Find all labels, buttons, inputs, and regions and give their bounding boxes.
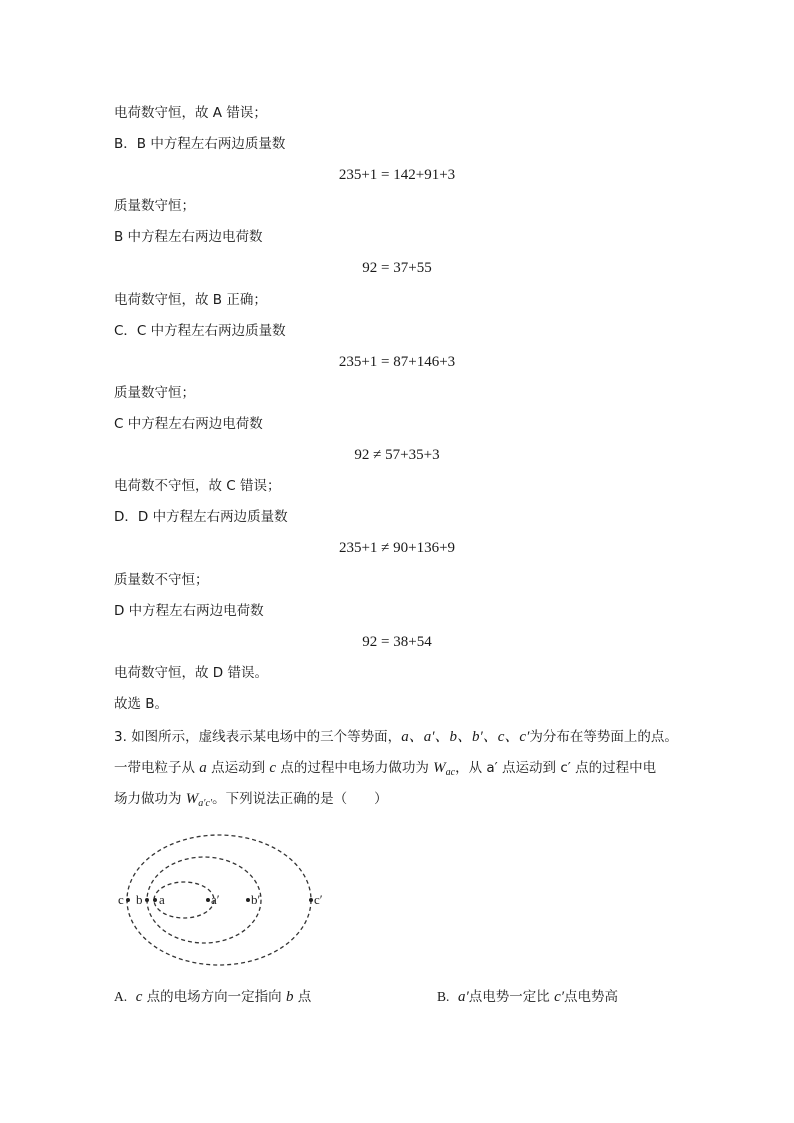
work-subscript: a′c′ xyxy=(198,798,213,809)
text-line: C．C 中方程左右两边质量数 xyxy=(114,323,286,339)
work-subscript: ac xyxy=(445,767,456,778)
question-text: 场力做功为 xyxy=(114,791,186,807)
point-c xyxy=(126,898,130,902)
text-line: D 中方程左右两边电荷数 xyxy=(114,603,264,619)
equation: 235+1 ≠ 90+136+9 xyxy=(338,540,456,556)
question-number: 3. xyxy=(114,729,127,745)
label-a: a xyxy=(159,892,165,907)
label-c-prime: c′ xyxy=(314,892,323,907)
option-label: A. xyxy=(114,989,128,1004)
equation: 92 ≠ 57+35+3 xyxy=(354,447,440,463)
point-a xyxy=(153,898,157,902)
label-c: c xyxy=(118,892,124,907)
equation: 235+1 = 142+91+3 xyxy=(338,167,456,183)
option-var: c′ xyxy=(554,989,565,1005)
option-var: b xyxy=(285,989,294,1005)
label-a-prime: a′ xyxy=(211,892,220,907)
option-b[interactable] xyxy=(437,987,618,1007)
question-line xyxy=(114,727,678,747)
text-line: 电荷数守恒，故 D 错误。 xyxy=(114,665,268,681)
equation: 92 = 38+54 xyxy=(362,634,432,650)
equation: 235+1 = 87+146+3 xyxy=(338,354,456,370)
equation: 92 = 37+55 xyxy=(362,260,432,276)
work-symbol: W xyxy=(433,760,446,776)
option-text: 点的电场方向一定指向 xyxy=(142,989,286,1005)
question-text: 点的过程中电场力做功为 xyxy=(276,760,434,776)
option-var: c xyxy=(135,989,143,1005)
work-symbol: W xyxy=(185,791,199,807)
question-line xyxy=(114,758,656,783)
option-text: 点 xyxy=(293,989,312,1005)
var-c: c xyxy=(269,760,277,776)
question-text: 一带电粒子从 xyxy=(114,760,200,776)
var-a: a xyxy=(199,760,207,776)
equipotential-figure xyxy=(115,830,335,970)
text-line: 电荷数守恒，故 A 错误； xyxy=(114,105,267,121)
text-line: 电荷数守恒，故 B 正确； xyxy=(114,292,267,308)
text-line: 质量数守恒； xyxy=(114,385,195,401)
text-line: C 中方程左右两边电荷数 xyxy=(114,416,263,432)
question-text: 如图所示，虚线表示某电场中的三个等势面， xyxy=(131,729,402,745)
text-line: D．D 中方程左右两边质量数 xyxy=(114,509,288,525)
question-line xyxy=(114,789,388,814)
question-text: ，从 a′ 点运动到 c′ 点的过程中电 xyxy=(455,760,657,776)
label-b: b xyxy=(136,892,143,907)
option-text: 点电势高 xyxy=(564,989,619,1005)
text-line: B．B 中方程左右两边质量数 xyxy=(114,136,286,152)
point-c-prime xyxy=(309,898,313,902)
option-var: a′ xyxy=(457,989,469,1005)
question-text: 点运动到 xyxy=(206,760,270,776)
option-a[interactable] xyxy=(114,987,311,1007)
point-b xyxy=(145,898,149,902)
point-list: a、a′、b、b′、c、c′ xyxy=(401,729,530,745)
option-text: 点电势一定比 xyxy=(468,989,555,1005)
question-text: 为分布在等势面上的点。 xyxy=(529,729,678,745)
option-label: B. xyxy=(437,989,450,1004)
label-b-prime: b′ xyxy=(251,892,261,907)
text-line: 电荷数不守恒，故 C 错误； xyxy=(114,478,281,494)
text-line: 质量数不守恒； xyxy=(114,572,209,588)
text-line: B 中方程左右两边电荷数 xyxy=(114,229,263,245)
point-a-prime xyxy=(206,898,210,902)
question-text: 。下列说法正确的是（ ） xyxy=(212,791,388,807)
point-b-prime xyxy=(246,898,250,902)
text-line: 故选 B。 xyxy=(114,696,169,712)
text-line: 质量数守恒； xyxy=(114,198,195,214)
